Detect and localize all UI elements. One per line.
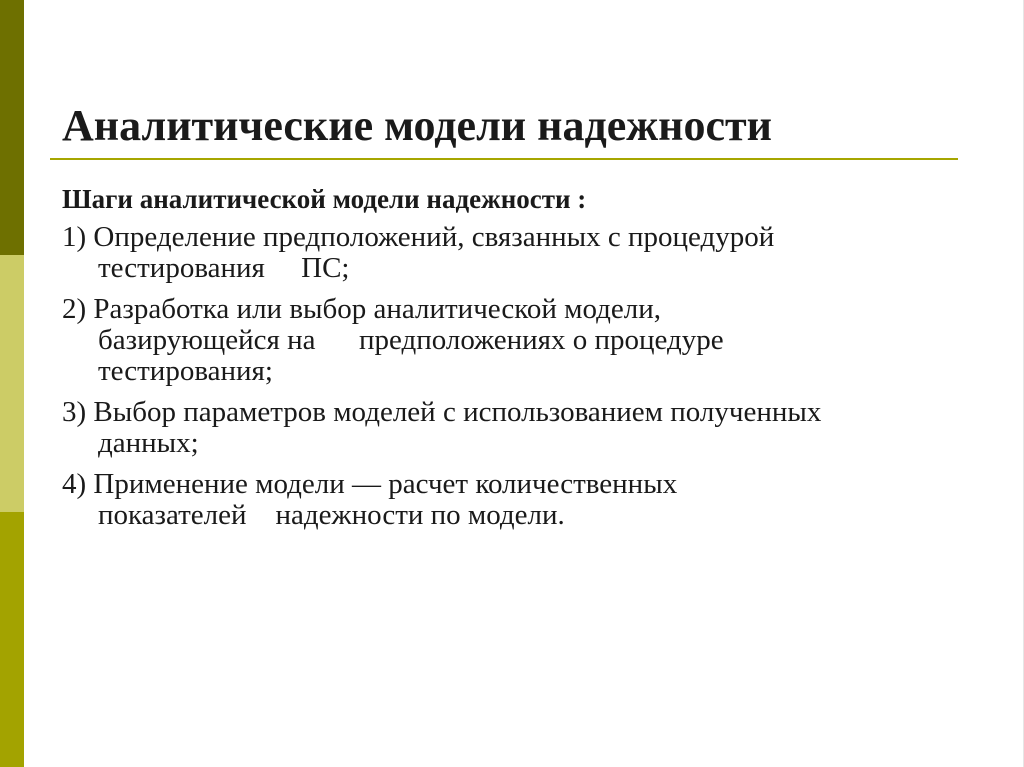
sidebar-segment-middle <box>0 255 24 512</box>
title-underline <box>50 158 958 160</box>
step-item <box>62 397 992 459</box>
step-line: 4) Применение модели — расчет количественных <box>62 468 678 500</box>
step-item <box>62 222 992 284</box>
step-line: данных; <box>98 427 199 459</box>
step-line: 2) Разработка или выбор аналитической модели, <box>62 293 662 325</box>
slide-title: Аналитические модели надежности <box>62 101 772 150</box>
subheading: Шаги аналитической модели надежности : <box>62 184 587 214</box>
sidebar-segment-top <box>0 0 24 255</box>
step-line: показателей надежности по модели. <box>98 499 565 531</box>
step-line: тестирования; <box>98 355 273 387</box>
slide-content <box>62 180 992 541</box>
sidebar-segment-bottom <box>0 512 24 767</box>
sidebar-decoration <box>0 0 24 767</box>
step-line: 3) Выбор параметров моделей с использованием полученных <box>62 396 822 428</box>
step-line: тестирования ПС; <box>98 252 350 284</box>
step-item <box>62 294 992 387</box>
step-item <box>62 469 992 531</box>
step-line: 1) Определение предположений, связанных с процедурой <box>62 221 775 253</box>
step-line: базирующейся на предположениях о процедуре <box>98 324 724 356</box>
